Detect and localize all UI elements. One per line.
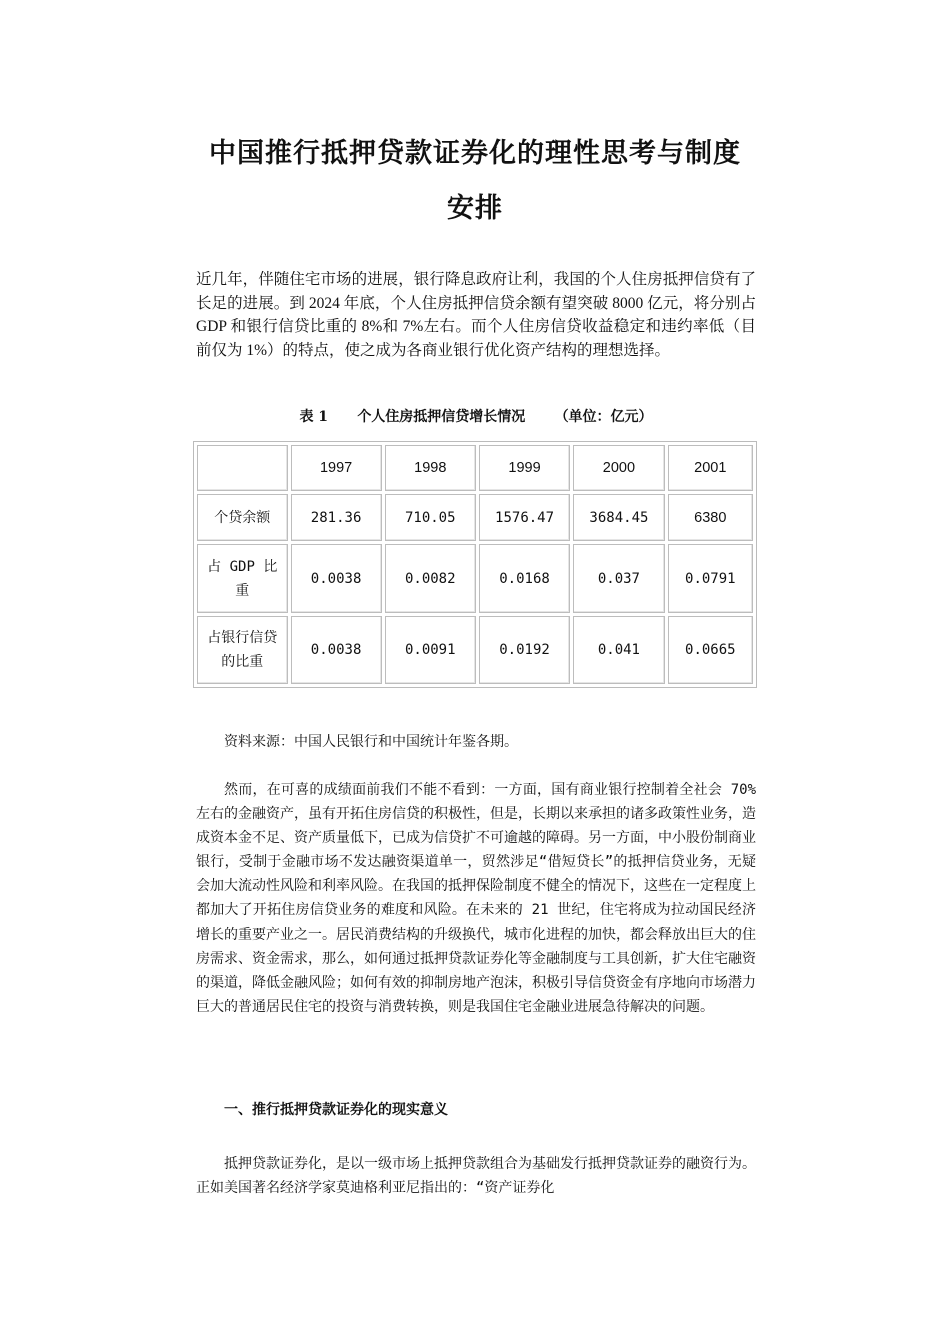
table-cell: 0.037 (573, 544, 664, 613)
title-line-2: 安排 (447, 193, 503, 224)
intro-paragraph: 近几年，伴随住宅市场的进展，银行降息政府让利，我国的个人住房抵押信贷有了长足的进展。到 2024 年底，个人住房抵押信贷余额有望突破 8000 亿元，将分别占 GDP 和银行信贷比重的 8%和 7%左右。而个人住房信贷收益稳定和违约率低（目前仅为 1%）的特点，使之成为各商业银行优化资产结构的理想选择。 (196, 271, 756, 359)
title-line-1: 中国推行抵押贷款证券化的理性思考与制度 (209, 138, 741, 169)
table-cell: 281.36 (291, 494, 382, 541)
year-header: 2001 (668, 445, 753, 491)
table-unit: （单位：亿元） (554, 409, 653, 425)
year-header: 1997 (291, 445, 382, 491)
table-cell: 0.0192 (479, 616, 570, 684)
table-number: 表 1 (299, 409, 329, 425)
body-paragraph: 抵押贷款证券化，是以一级市场上抵押贷款组合为基础发行抵押贷款证券的融资行为。正如美国著名经济学家莫迪格利亚尼指出的：“资产证券化 (196, 1156, 756, 1197)
table-cell: 0.0082 (385, 544, 476, 613)
section-heading: 一、推行抵押贷款证券化的现实意义 (224, 1102, 448, 1118)
document-title (180, 126, 770, 236)
body-paragraph: 然而，在可喜的成绩面前我们不能不看到：一方面，国有商业银行控制着全社会 70%左右的金融资产，虽有开拓住房信贷的积极性，但是，长期以来承担的诸多政策性业务，造成资本金不足、资产质量低下，已成为信贷扩不可逾越的障碍。另一方面，中小股份制商业银行，受制于金融市场不发达融资渠道单一，贸然涉足“借短贷长”的抵押信贷业务，无疑会加大流动性风险和利率风险。在我国的抵押保险制度不健全的情况下，这些在一定程度上都加大了开拓住房信贷业务的难度和风险。在未来的 21 世纪，住宅将成为拉动国民经济增长的重要产业之一。居民消费结构的升级换代，城市化进程的加快，都会释放出巨大的住房需求、资金需求，那么，如何通过抵押贷款证券化等金融制度与工具创新，扩大住宅融资的渠道，降低金融风险；如何有效的抑制房地产泡沫，积极引导信贷资金有序地向市场潜力巨大的普通居民住宅的投资与消费转换，则是我国住宅金融业进展急待解决的问题。 (196, 782, 756, 1015)
table-row (197, 494, 753, 541)
year-header: 1999 (479, 445, 570, 491)
table-row (197, 544, 753, 613)
data-source-note: 资料来源：中国人民银行和中国统计年鉴各期。 (224, 734, 518, 750)
row-label: 占 GDP 比重 (197, 544, 288, 613)
table-cell: 0.0038 (291, 616, 382, 684)
table-header-row (197, 445, 753, 491)
table-cell: 0.0665 (668, 616, 753, 684)
table-cell: 6380 (668, 494, 753, 541)
table-row (197, 616, 753, 684)
loan-growth-table (193, 441, 757, 688)
table-cell: 1576.47 (479, 494, 570, 541)
year-header: 1998 (385, 445, 476, 491)
table-cell: 0.041 (573, 616, 664, 684)
table-cell: 0.0038 (291, 544, 382, 613)
table-cell: 0.0168 (479, 544, 570, 613)
year-header: 2000 (573, 445, 664, 491)
table-cell: 3684.45 (573, 494, 664, 541)
table-cell: 0.0091 (385, 616, 476, 684)
table-caption (196, 406, 756, 426)
table-cell: 0.0791 (668, 544, 753, 613)
table-cell: 710.05 (385, 494, 476, 541)
table-corner-cell (197, 445, 288, 491)
row-label: 个贷余额 (197, 494, 288, 541)
row-label: 占银行信贷的比重 (197, 616, 288, 684)
table-title: 个人住房抵押信贷增长情况 (357, 409, 526, 425)
